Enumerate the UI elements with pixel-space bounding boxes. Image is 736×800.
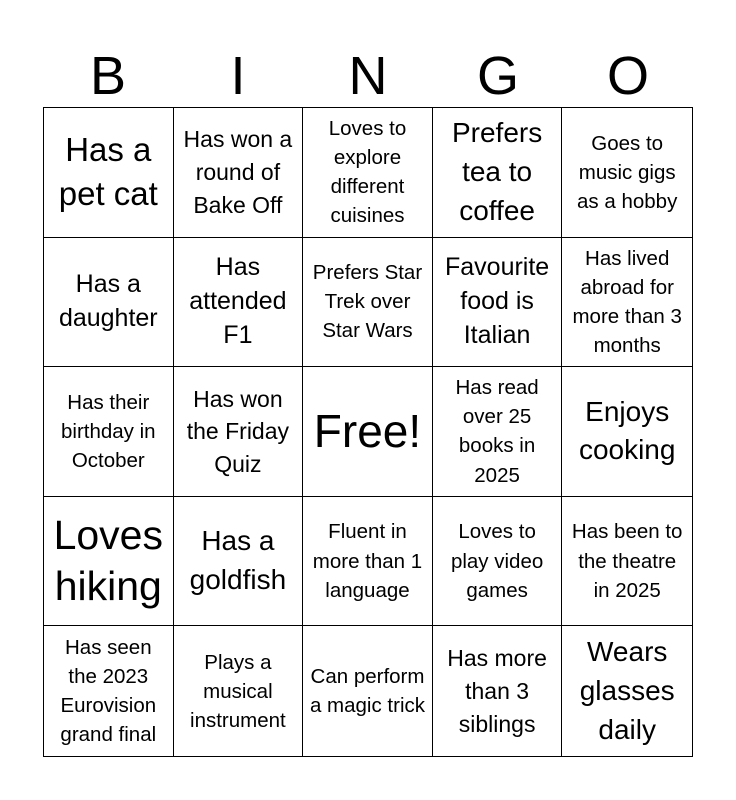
bingo-cell-r2-c1[interactable]: Has a daughter <box>44 238 174 368</box>
bingo-cell-r2-c2[interactable]: Has attended F1 <box>174 238 304 368</box>
bingo-cell-r5-c5[interactable]: Wears glasses daily <box>579 636 675 745</box>
header-letter-i: I <box>230 46 246 106</box>
bingo-cell-r3-c5[interactable]: Enjoys cooking <box>562 367 692 497</box>
header-letter-n: N <box>348 46 388 106</box>
bingo-cell-r5-c4[interactable]: Has more than 3 siblings <box>433 626 563 756</box>
bingo-cell-r1-c1[interactable]: Has a pet cat <box>44 108 174 238</box>
bingo-cell-r1-c2[interactable]: Has won a round of Bake Off <box>174 108 304 238</box>
bingo-cell-free-space[interactable]: Free! <box>303 367 433 497</box>
bingo-cell-r2-c3[interactable]: Prefers Star Trek over Star Wars <box>303 238 433 368</box>
bingo-cell-r1-c5[interactable]: Goes to music gigs as a hobby <box>562 108 692 238</box>
bingo-cell-r4-c1[interactable]: Loves hiking <box>44 497 174 627</box>
bingo-cell-r5-c2[interactable]: Plays a musical instrument <box>174 626 304 756</box>
header-letter-b: B <box>89 46 127 106</box>
bingo-cell-r1-c4[interactable]: Prefers tea to coffee <box>433 108 563 238</box>
bingo-cell-r4-c3[interactable]: Fluent in more than 1 language <box>303 497 433 627</box>
bingo-header <box>43 44 693 108</box>
bingo-cell-r4-c4[interactable]: Loves to play video games <box>433 497 563 627</box>
bingo-cell-r2-c5[interactable]: Has lived abroad for more than 3 months <box>562 238 692 368</box>
bingo-cell-r3-c4[interactable]: Has read over 25 books in 2025 <box>433 367 563 497</box>
header-letter-g: G <box>476 46 519 106</box>
bingo-cell-r5-c1[interactable]: Has seen the 2023 Eurovision grand final <box>44 626 174 756</box>
bingo-cell-r3-c2[interactable]: Has won the Friday Quiz <box>174 367 304 497</box>
bingo-cell-r5-c3[interactable]: Can perform a magic trick <box>303 626 433 756</box>
bingo-cell-r4-c2[interactable]: Has a goldfish <box>174 497 304 627</box>
bingo-cell-r3-c1[interactable]: Has their birthday in October <box>44 367 174 497</box>
bingo-cell-r2-c4[interactable]: Favourite food is Italian <box>433 238 563 368</box>
bingo-cell-r4-c5[interactable]: Has been to the theatre in 2025 <box>562 497 692 627</box>
bingo-board <box>43 107 693 757</box>
header-letter-o: O <box>606 46 649 106</box>
bingo-cell-r1-c3[interactable]: Loves to explore different cuisines <box>303 108 433 238</box>
